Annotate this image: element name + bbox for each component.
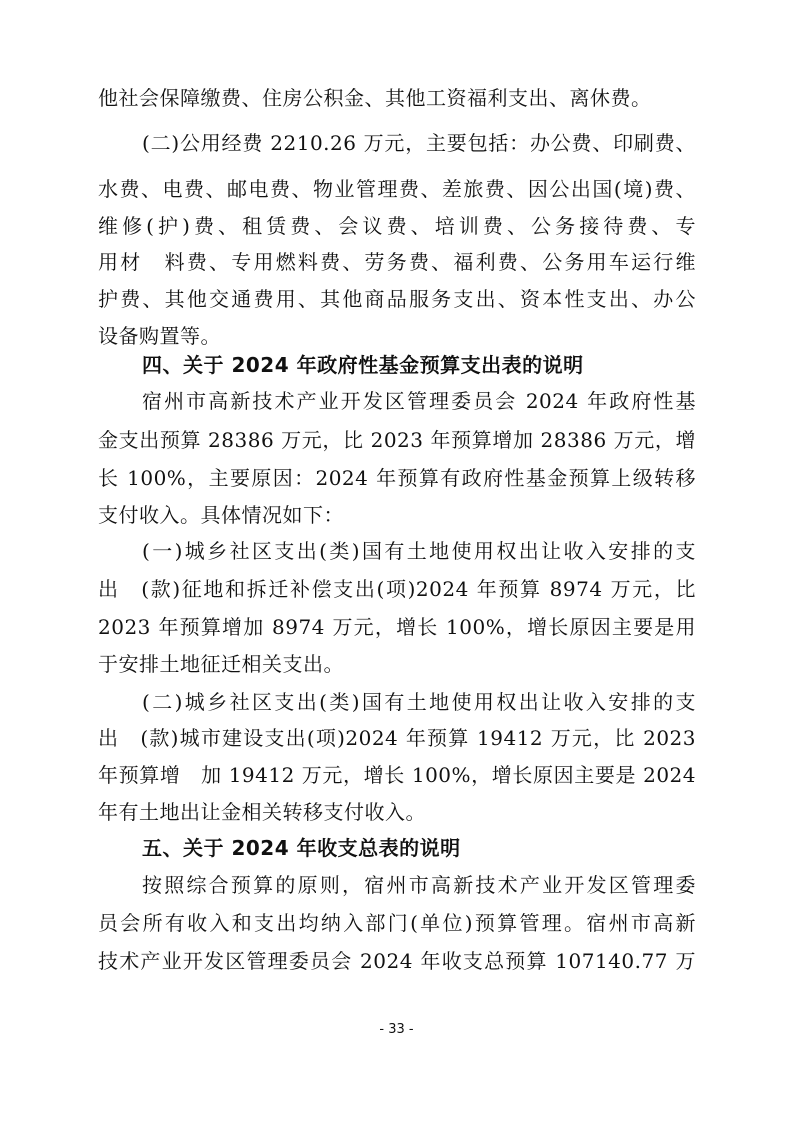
text-line: 出 (款)征地和拆迁补偿支出(项)2024 年预算 8974 万元，比 [98,577,696,601]
text-line: 出 (款)城市建设支出(项)2024 年预算 19412 万元，比 2023 [98,726,696,750]
text-line: 支付收入。具体情况如下： [98,503,344,527]
text-line: 按照综合预算的原则，宿州市高新技术产业开发区管理委 [142,873,696,897]
text-line: 长 100%，主要原因：2024 年预算有政府性基金预算上级转移 [98,466,696,490]
text-line: 员会所有收入和支出均纳入部门(单位)预算管理。宿州市高新 [98,911,696,935]
text-line: 维修(护)费、租赁费、会议费、培训费、公务接待费、专 [98,214,696,238]
section-heading: 四、关于 2024 年政府性基金预算支出表的说明 [142,353,584,377]
text-line: (二)公用经费 2210.26 万元，主要包括：办公费、印刷费、 [142,131,696,155]
text-line: (一)城乡社区支出(类)国有土地使用权出让收入安排的支 [142,539,696,563]
text-line: 年有土地出让金相关转移支付收入。 [98,800,426,824]
text-line: 2023 年预算增加 8974 万元，增长 100%，增长原因主要是用 [98,615,696,639]
text-line: 金支出预算 28386 万元，比 2023 年预算增加 28386 万元，增 [98,428,696,452]
text-line: 技术产业开发区管理委员会 2024 年收支总预算 107140.77 万 [98,949,696,973]
text-line: 护费、其他交通费用、其他商品服务支出、资本性支出、办公 [98,287,696,311]
text-line: (二)城乡社区支出(类)国有土地使用权出让收入安排的支 [142,690,696,714]
section-heading: 五、关于 2024 年收支总表的说明 [142,836,461,860]
text-line: 年预算增 加 19412 万元，增长 100%，增长原因主要是 2024 [98,763,696,787]
text-line: 设备购置等。 [98,324,221,348]
text-line: 水费、电费、邮电费、物业管理费、差旅费、因公出国(境)费、 [98,177,696,201]
text-line: 宿州市高新技术产业开发区管理委员会 2024 年政府性基 [142,389,696,413]
text-line: 他社会保障缴费、住房公积金、其他工资福利支出、离休费。 [98,86,652,110]
text-line: 用材 料费、专用燃料费、劳务费、福利费、公务用车运行维 [98,250,696,274]
page-number: - 33 - [379,1022,414,1037]
text-line: 于安排土地征迁相关支出。 [98,652,344,676]
